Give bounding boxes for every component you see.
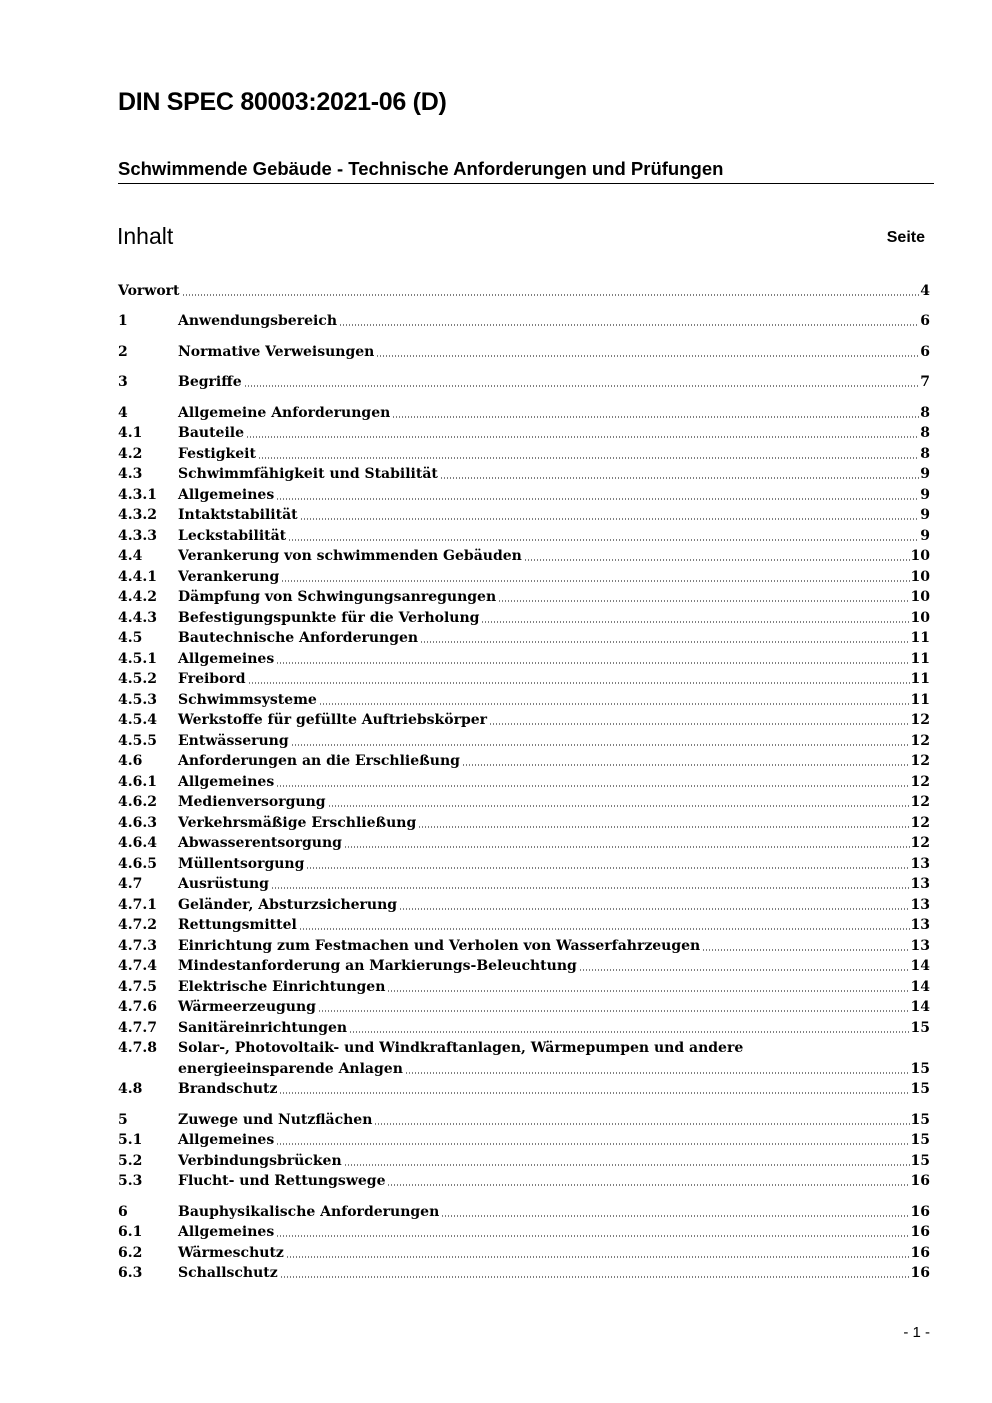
toc-entry-page: 10 xyxy=(910,589,930,605)
toc-entry-title: Leckstabilität xyxy=(178,527,287,544)
toc-entry-title: Begriffe xyxy=(178,374,242,390)
toc-entry-title: Verbindungsbrücken xyxy=(178,1152,342,1169)
toc-entry-number: 4.2 xyxy=(118,445,143,462)
toc-dot-leader xyxy=(418,826,909,828)
toc-entry-page: 6 xyxy=(920,313,930,329)
toc-entry[interactable] xyxy=(118,1038,930,1059)
toc-entry-page: 15 xyxy=(910,1152,930,1169)
toc-entry-number: 4.6.5 xyxy=(118,855,157,872)
toc-dot-leader xyxy=(276,1235,909,1237)
toc-entry-number: 4 xyxy=(118,404,128,421)
toc-entry-number: 4.3.2 xyxy=(118,507,157,523)
toc-entry[interactable] xyxy=(118,566,930,587)
toc-entry-number: 5.3 xyxy=(118,1173,143,1189)
toc-entry-number: 5 xyxy=(118,1111,128,1128)
toc-dot-leader xyxy=(328,805,910,807)
toc-entry-number: 4.5 xyxy=(118,630,143,646)
toc-entry-page: 13 xyxy=(910,876,930,892)
toc-entry[interactable] xyxy=(118,628,930,649)
toc-entry-page: 10 xyxy=(910,568,930,585)
toc-entry[interactable] xyxy=(118,423,930,444)
toc-entry-number: 4.6.2 xyxy=(118,794,157,810)
toc-entry-number: 4.3 xyxy=(118,466,143,482)
toc-entry-title: Dämpfung von Schwingungsanregungen xyxy=(178,589,497,605)
toc-entry[interactable] xyxy=(118,341,930,362)
toc-entry-page: 16 xyxy=(910,1244,930,1261)
toc-entry-number: 4.7.7 xyxy=(118,1019,157,1036)
toc-entry-number: 6.1 xyxy=(118,1224,143,1240)
toc-dot-leader xyxy=(524,559,910,561)
toc-entry-page: 15 xyxy=(910,1111,930,1128)
toc-entry-title: Abwasserentsorgung xyxy=(178,835,342,851)
toc-entry-page: 14 xyxy=(910,958,930,974)
toc-entry-number: 2 xyxy=(118,343,128,360)
toc-entry[interactable] xyxy=(118,915,930,936)
toc-entry-page: 16 xyxy=(910,1203,930,1220)
toc-entry[interactable] xyxy=(118,956,930,977)
toc-dot-leader xyxy=(286,1256,910,1258)
toc-dot-leader xyxy=(392,416,919,418)
toc-entry-page: 13 xyxy=(910,917,930,933)
toc-entry-title: Anwendungsbereich xyxy=(178,313,337,329)
toc-dot-leader xyxy=(279,1092,909,1094)
toc-entry[interactable] xyxy=(118,894,930,915)
toc-entry-number: 4.6 xyxy=(118,753,143,769)
toc-entry[interactable] xyxy=(118,1109,930,1130)
toc-entry-title: Wärmeschutz xyxy=(178,1244,284,1261)
toc-dot-leader xyxy=(258,457,919,459)
toc-entry[interactable] xyxy=(118,311,930,332)
toc-entry[interactable] xyxy=(118,1150,930,1171)
toc-entry-number: 4.4.1 xyxy=(118,568,157,585)
toc-entry-page: 8 xyxy=(920,404,930,421)
toc-dot-leader xyxy=(441,1215,909,1217)
toc-entry-page: 12 xyxy=(910,835,930,851)
toc-dot-leader xyxy=(244,385,920,387)
toc-entry[interactable] xyxy=(118,874,930,895)
toc-entry-page: 16 xyxy=(910,1173,930,1189)
toc-entry-title: Allgemeines xyxy=(178,773,275,790)
toc-entry[interactable] xyxy=(118,505,930,526)
toc-entry-page: 12 xyxy=(910,712,930,728)
toc-entry[interactable] xyxy=(118,812,930,833)
page-column-label: Seite xyxy=(886,229,925,246)
toc-entry-page: 15 xyxy=(910,1132,930,1148)
toc-entry-number: 4.6.3 xyxy=(118,814,157,831)
toc-entry-page: 9 xyxy=(920,507,930,523)
toc-entry-title: Allgemeines xyxy=(178,1132,275,1148)
toc-dot-leader xyxy=(498,600,909,602)
toc-entry-number: 6.3 xyxy=(118,1265,143,1281)
toc-entry-title: Schallschutz xyxy=(178,1265,278,1281)
toc-dot-leader xyxy=(374,1123,909,1125)
toc-entry-number: 1 xyxy=(118,313,128,329)
toc-entry-title: Entwässerung xyxy=(178,732,289,749)
toc-entry-number: 4.5.4 xyxy=(118,712,157,728)
toc-entry-title: Allgemeines xyxy=(178,486,275,503)
toc-entry-number: 4.3.3 xyxy=(118,527,157,544)
toc-entry[interactable] xyxy=(118,443,930,464)
toc-dot-leader xyxy=(405,1072,910,1074)
toc-entry-title: Verankerung xyxy=(178,568,280,585)
toc-dot-leader xyxy=(300,518,920,520)
toc-dot-leader xyxy=(387,1184,909,1186)
toc-entry-number: 4.5.2 xyxy=(118,671,157,687)
toc-entry[interactable] xyxy=(118,669,930,690)
toc-dot-leader xyxy=(276,785,909,787)
toc-entry-title: Medienversorgung xyxy=(178,794,326,810)
toc-entry[interactable] xyxy=(118,1263,930,1284)
toc-entry-title: Bauteile xyxy=(178,425,245,441)
toc-entry-page: 13 xyxy=(910,896,930,913)
toc-entry[interactable] xyxy=(118,730,930,751)
toc-entry[interactable] xyxy=(118,751,930,772)
toc-entry-number: 4.5.3 xyxy=(118,691,157,708)
toc-entry[interactable] xyxy=(118,1079,930,1100)
toc-entry-number: 4.4.2 xyxy=(118,589,157,605)
toc-entry-page: 14 xyxy=(910,978,930,995)
toc-entry-number: 4.7.5 xyxy=(118,978,157,995)
toc-entry[interactable] xyxy=(118,935,930,956)
toc-dot-leader xyxy=(344,846,910,848)
toc-entry[interactable] xyxy=(118,484,930,505)
toc-entry[interactable] xyxy=(118,1222,930,1243)
toc-dot-leader xyxy=(399,908,909,910)
toc-entry-title: Allgemeines xyxy=(178,1224,275,1240)
toc-entry-page: 9 xyxy=(920,466,930,482)
toc-entry[interactable] xyxy=(118,997,930,1018)
toc-entry-title: Sanitäreinrichtungen xyxy=(178,1019,348,1036)
toc-entry-number: 4.7.6 xyxy=(118,999,157,1015)
toc-entry[interactable] xyxy=(118,1171,930,1192)
toc-entry-page: 12 xyxy=(910,732,930,749)
toc-entry-title: Vorwort xyxy=(118,282,180,299)
toc-entry-title: Allgemeines xyxy=(178,650,275,667)
toc-entry-page: 11 xyxy=(910,630,930,646)
toc-entry-title: Mindestanforderung an Markierungs-Beleuchtung xyxy=(178,958,577,974)
toc-entry-number: 3 xyxy=(118,374,128,390)
toc-entry[interactable] xyxy=(118,372,930,393)
toc-entry[interactable] xyxy=(118,402,930,423)
toc-entry[interactable] xyxy=(118,771,930,792)
toc-entry-page: 12 xyxy=(910,753,930,769)
toc-entry-title: Zuwege und Nutzflächen xyxy=(178,1111,373,1128)
toc-entry[interactable] xyxy=(118,976,930,997)
toc-entry-page: 9 xyxy=(920,527,930,544)
toc-entry-number: 4.6.1 xyxy=(118,773,157,790)
toc-dot-leader xyxy=(276,662,909,664)
toc-dot-leader xyxy=(246,436,919,438)
toc-entry-title: Einrichtung zum Festmachen und Verholen von Wasserfahrzeugen xyxy=(178,937,701,954)
toc-entry-title: Müllentsorgung xyxy=(178,855,305,872)
toc-entry-page: 15 xyxy=(910,1081,930,1097)
page-number: - 1 - xyxy=(903,1324,930,1341)
toc-entry[interactable] xyxy=(118,648,930,669)
document-subtitle: Schwimmende Gebäude - Technische Anforderungen und Prüfungen xyxy=(118,158,934,184)
toc-entry-title: Rettungsmittel xyxy=(178,917,297,933)
toc-dot-leader xyxy=(299,928,910,930)
toc-entry-number: 6.2 xyxy=(118,1244,143,1261)
toc-entry-title: Anforderungen an die Erschließung xyxy=(178,753,460,769)
toc-entry-number: 4.8 xyxy=(118,1081,143,1097)
toc-entry-page: 11 xyxy=(910,671,930,687)
toc-entry-title: Bautechnische Anforderungen xyxy=(178,630,419,646)
toc-entry-page: 4 xyxy=(920,282,930,299)
toc-entry-page: 11 xyxy=(910,650,930,667)
toc-entry-number: 4.7.4 xyxy=(118,958,157,974)
toc-dot-leader xyxy=(387,990,909,992)
toc-entry-page: 6 xyxy=(920,343,930,360)
toc-entry-number: 4.7.2 xyxy=(118,917,157,933)
toc-entry-page: 10 xyxy=(910,548,930,564)
toc-entry-number: 4.7 xyxy=(118,876,143,892)
toc-entry-title: Geländer, Absturzsicherung xyxy=(178,896,398,913)
toc-entry[interactable] xyxy=(118,1017,930,1038)
toc-entry-title: Wärmeerzeugung xyxy=(178,999,316,1015)
toc-entry-page: 8 xyxy=(920,425,930,441)
toc-entry-number: 4.4.3 xyxy=(118,609,157,626)
toc-entry[interactable] xyxy=(118,587,930,608)
toc-entry-title: Festigkeit xyxy=(178,445,256,462)
toc-entry[interactable] xyxy=(118,546,930,567)
toc-entry-title: Werkstoffe für gefüllte Auftriebskörper xyxy=(178,712,488,728)
toc-entry[interactable] xyxy=(118,792,930,813)
toc-entry-title: Befestigungspunkte für die Verholung xyxy=(178,609,480,626)
toc-entry-title: Brandschutz xyxy=(178,1081,278,1097)
table-of-contents xyxy=(118,280,930,1283)
toc-entry-page: 11 xyxy=(910,691,930,708)
toc-entry-continuation[interactable] xyxy=(118,1058,930,1079)
toc-dot-leader xyxy=(288,539,919,541)
toc-entry-title: Allgemeine Anforderungen xyxy=(178,404,391,421)
toc-dot-leader xyxy=(280,1276,910,1278)
toc-entry-page: 12 xyxy=(910,814,930,831)
toc-entry-title: Bauphysikalische Anforderungen xyxy=(178,1203,440,1220)
toc-entry[interactable] xyxy=(118,280,930,301)
toc-entry[interactable] xyxy=(118,1242,930,1263)
toc-entry-number: 4.5.5 xyxy=(118,732,157,749)
toc-entry-page: 9 xyxy=(920,486,930,503)
toc-entry-title: Schwimmfähigkeit und Stabilität xyxy=(178,466,438,482)
toc-entry-title: Solar-, Photovoltaik- und Windkraftanlagen, Wärmepumpen und andere xyxy=(178,1040,744,1056)
toc-dot-leader xyxy=(281,580,909,582)
toc-dot-leader xyxy=(440,477,919,479)
toc-entry-number: 6 xyxy=(118,1203,128,1220)
toc-entry-page: 7 xyxy=(920,374,930,390)
toc-dot-leader xyxy=(579,969,910,971)
toc-entry-title: Ausrüstung xyxy=(178,876,269,892)
toc-entry-title: Intaktstabilität xyxy=(178,507,298,523)
toc-entry-page: 15 xyxy=(910,1060,930,1077)
toc-entry-page: 10 xyxy=(910,609,930,626)
toc-entry[interactable] xyxy=(118,607,930,628)
toc-entry[interactable] xyxy=(118,525,930,546)
toc-entry-page: 16 xyxy=(910,1224,930,1240)
toc-entry-number: 4.6.4 xyxy=(118,835,157,851)
toc-entry-page: 16 xyxy=(910,1265,930,1281)
toc-entry[interactable] xyxy=(118,1130,930,1151)
toc-dot-leader xyxy=(420,641,909,643)
toc-entry-title: Elektrische Einrichtungen xyxy=(178,978,386,995)
toc-entry-page: 13 xyxy=(910,937,930,954)
toc-entry-page: 15 xyxy=(910,1019,930,1036)
toc-entry[interactable] xyxy=(118,1201,930,1222)
toc-entry-number: 5.1 xyxy=(118,1132,143,1148)
toc-dot-leader xyxy=(276,1143,909,1145)
toc-entry-page: 13 xyxy=(910,855,930,872)
toc-entry-page: 14 xyxy=(910,999,930,1015)
toc-dot-leader xyxy=(319,703,910,705)
toc-dot-leader xyxy=(339,324,919,326)
toc-entry[interactable] xyxy=(118,833,930,854)
toc-dot-leader xyxy=(271,887,910,889)
toc-entry-number: 5.2 xyxy=(118,1152,143,1169)
toc-entry-number: 4.7.8 xyxy=(118,1040,157,1056)
toc-entry-number: 4.1 xyxy=(118,425,143,441)
toc-entry-title: Normative Verweisungen xyxy=(178,343,375,360)
toc-entry-title: Verkehrsmäßige Erschließung xyxy=(178,814,417,831)
toc-entry-page: 8 xyxy=(920,445,930,462)
toc-dot-leader xyxy=(182,294,920,296)
toc-entry[interactable] xyxy=(118,710,930,731)
toc-entry[interactable] xyxy=(118,464,930,485)
toc-dot-leader xyxy=(276,498,919,500)
toc-dot-leader xyxy=(291,744,910,746)
toc-entry-number: 4.4 xyxy=(118,548,143,564)
toc-entry-number: 4.7.3 xyxy=(118,937,157,954)
toc-entry-number: 4.7.1 xyxy=(118,896,157,913)
toc-dot-leader xyxy=(318,1010,910,1012)
toc-entry-number: 4.3.1 xyxy=(118,486,157,503)
toc-entry[interactable] xyxy=(118,853,930,874)
toc-entry[interactable] xyxy=(118,689,930,710)
toc-dot-leader xyxy=(306,867,909,869)
toc-entry-title: Freibord xyxy=(178,671,246,687)
toc-entry-number: 4.5.1 xyxy=(118,650,157,667)
document-title: DIN SPEC 80003:2021-06 (D) xyxy=(118,88,447,116)
toc-entry-title: Flucht- und Rettungswege xyxy=(178,1173,386,1189)
toc-dot-leader xyxy=(462,764,910,766)
toc-entry-page: 12 xyxy=(910,794,930,810)
toc-entry-title: Verankerung von schwimmenden Gebäuden xyxy=(178,548,522,564)
toc-dot-leader xyxy=(349,1031,909,1033)
toc-dot-leader xyxy=(344,1164,910,1166)
toc-heading: Inhalt xyxy=(117,223,174,249)
toc-entry-title-continuation: energieeinsparende Anlagen xyxy=(178,1060,403,1077)
toc-dot-leader xyxy=(702,949,909,951)
toc-entry-title: Schwimmsysteme xyxy=(178,691,317,708)
toc-dot-leader xyxy=(489,723,909,725)
toc-dot-leader xyxy=(481,621,909,623)
toc-dot-leader xyxy=(376,355,919,357)
toc-entry-page: 12 xyxy=(910,773,930,790)
toc-dot-leader xyxy=(248,682,910,684)
